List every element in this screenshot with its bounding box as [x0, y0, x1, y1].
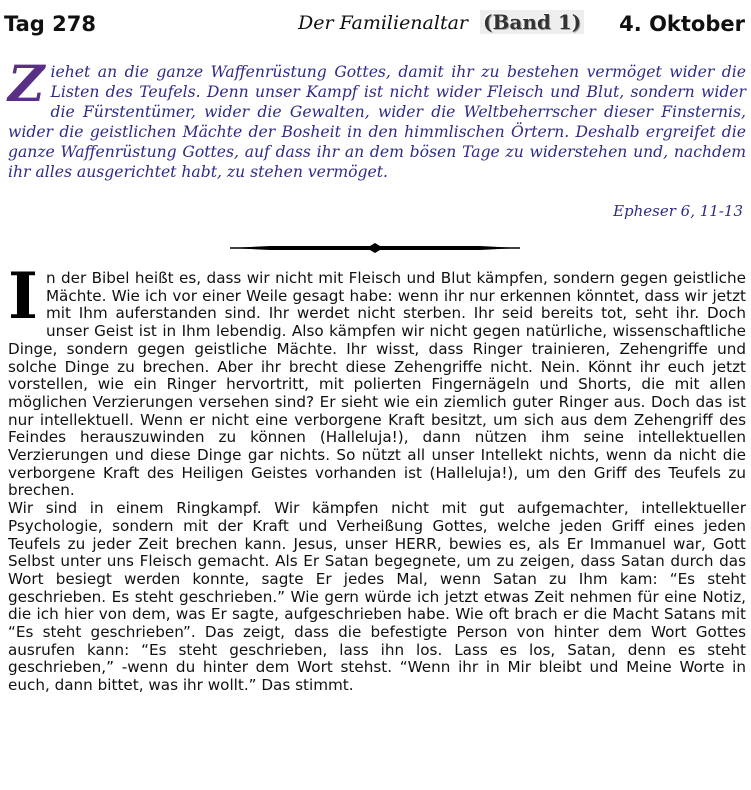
body-paragraph: Wir sind in einem Ringkampf. Wir kämpfen nicht mit gut aufgemachter, intellektueller Psychologie, sondern mit der Kraft und Verheißung Gottes, welche jeden Griff eines jeden Teufels zu jeder Zeit brechen kann. Jesus, unser HERR, bewies es, als Er Immanuel war, Gott Selbst unter uns Fleisch gemacht. Als Er Satan begegnete, um zu zeigen, dass Satan durch das Wort besiegt werden konnte, sagte Er jedes Mal, wenn Satan zu Ihm kam: “Es steht geschrieben. Es steht geschrieben.” Wie gern würde ich jetzt etwas Zeit nehmen für eine Notiz, die ich hier von dem, was Er sagte, aufgeschrieben habe. Wie oft brach er die Macht Satans mit “Es steht geschrieben”. Das zeigt, dass die befestigte Person von hinter dem Wort Gottes ausrufen kann: “Es steht geschrieben, lass ihn los. Lass es los, Satan, denn es steht geschrieben,” -wenn du hinter dem Wort stehst. “Wenn ihr in Mir bleibt und Meine Worte in euch, dann bittet, was ihr wollt.” Das stimmt. [8, 499, 746, 695]
verse-reference: Epheser 6, 11-13 [613, 202, 743, 220]
devotional-body [8, 259, 746, 695]
verse-drop-cap: Z [8, 54, 45, 113]
scripture-verse [8, 54, 746, 182]
day-number: Tag 278 [4, 12, 96, 36]
date-label: 4. Oktober [619, 12, 745, 36]
divider-ornament [230, 242, 520, 254]
body-drop-cap: I [8, 259, 38, 334]
verse-text: iehet an die ganze Waffenrüstung Gottes, damit ihr zu bestehen vermöget wider die Listen des Teufels. Denn unser Kampf ist nicht wider Fleisch und Blut, sondern wider die Fürstentümer, wider die Gewalten, wider die Weltbeherrscher dieser Finsternis, wider die geistlichen Mächte der Bosheit in den himmlischen Örtern. Deshalb ergreifet die ganze Waffenrüstung Gottes, auf dass ihr an dem bösen Tage zu widerstehen und, nachdem ihr alles ausgerichtet habt, zu stehen vermöget. [8, 63, 746, 181]
volume-label: (Band 1) [480, 10, 584, 34]
book-title: Der Familienaltar [298, 12, 468, 34]
page-header [0, 8, 751, 40]
body-paragraph [8, 259, 746, 500]
body-paragraph-1-text: n der Bibel heißt es, dass wir nicht mit Fleisch und Blut kämpfen, sondern gegen geistliche Mächte. Wie ich vor einer Weile gesagt habe: wenn ihr nur erkennen könntet, dass wir jetzt mit Ihm auferstanden sind. Ihr werdet nicht sterben. Ihr seid bereits tot, seht ihr. Doch unser Geist ist in Ihm lebendig. Also kämpfen wir nicht gegen natürliche, wissenschaftliche Dinge, sondern gegen geistliche Mächte. Ihr wisst, dass Ringer trainieren, Zehengriffe und solche Dinge zu brechen. Aber ihr brecht diese Zehengriffe nicht. Nein. Könnt ihr euch jetzt vorstellen, wie ein Ringer hervortritt, mit polierten Fingernägeln und Shorts, die mit allen möglichen Verzierungen versehen sind? Er sieht wie ein ziemlich guter Ringer aus. Doch das ist nur intellektuell. Wenn er nicht eine verborgene Kraft besitzt, um sich aus dem Zehengriff des Feindes herauszuwinden zu können (Halleluja!), dann nützen ihm seine intellektuellen Verzierungen und diese Dinge gar nichts. So nützt all unser Intellekt nichts, wenn da nicht die verborgene Kraft des Heiligen Geistes vorhanden ist (Halleluja!), um den Griff des Teufels zu brechen. [8, 269, 746, 500]
